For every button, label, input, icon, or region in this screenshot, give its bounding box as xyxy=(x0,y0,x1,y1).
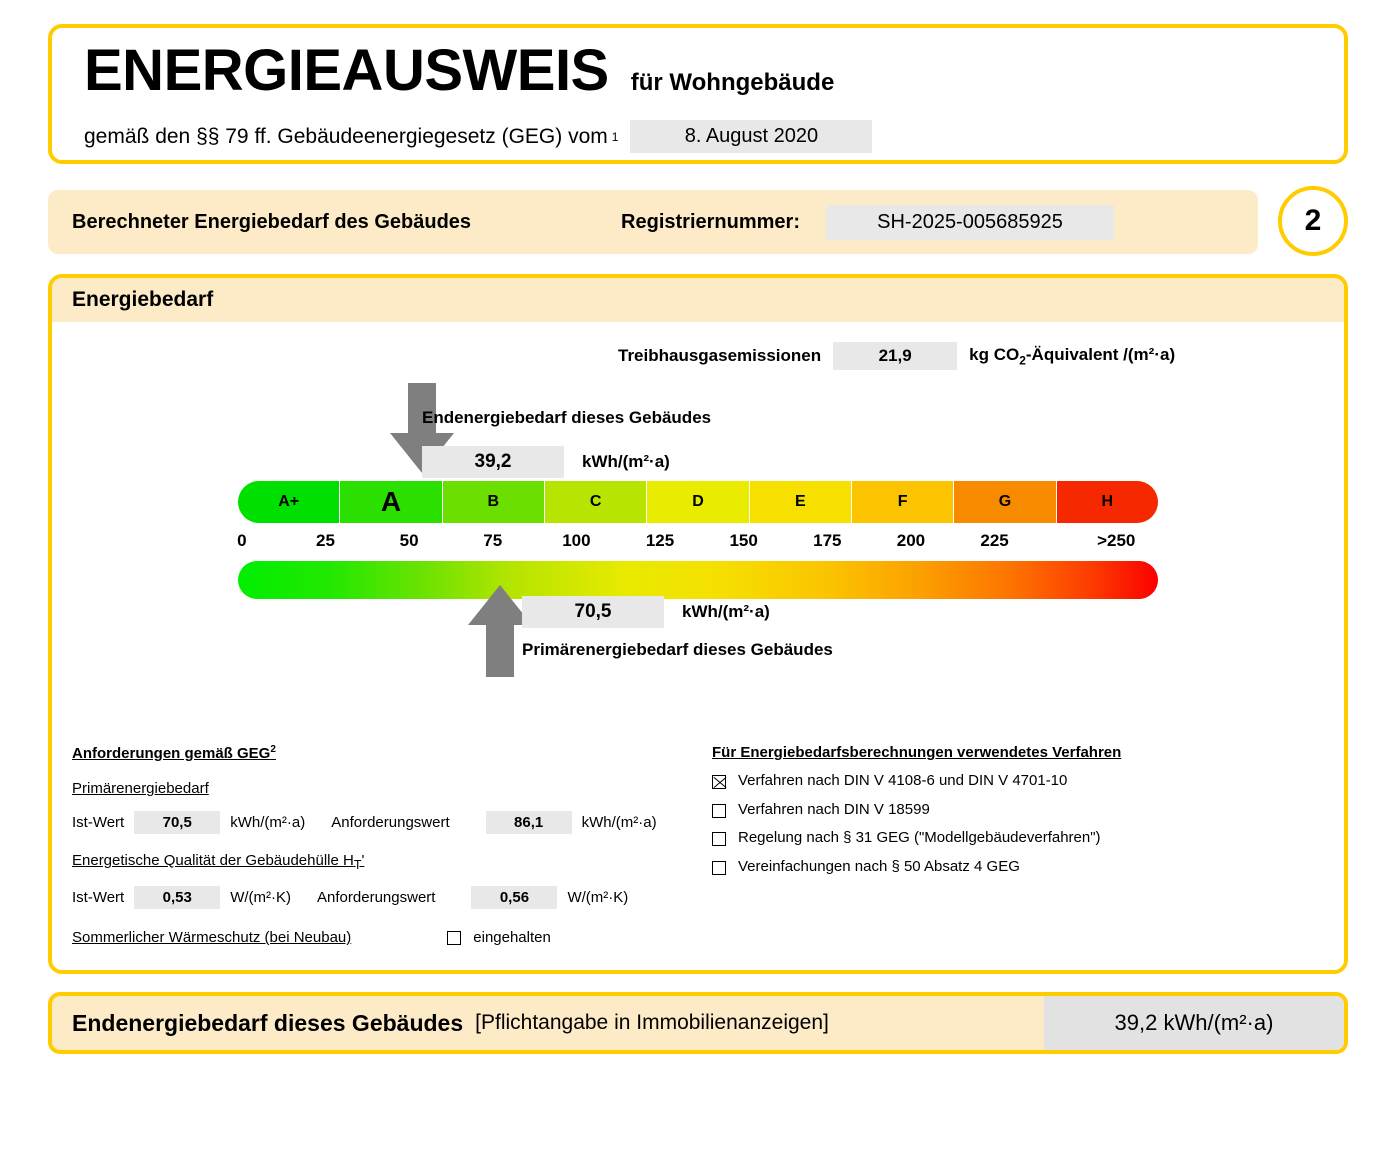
primary-energy-requirement-label: Primärenergiebedarf xyxy=(72,780,209,797)
requirements-title: Anforderungen gemäß GEG$^2$ xyxy=(72,744,276,762)
primary-anf-unit: kWh/(m²·a) xyxy=(581,814,657,831)
header-box xyxy=(48,24,1348,164)
legal-basis-row xyxy=(84,120,872,153)
anforderung-label: Anforderungswert xyxy=(331,814,450,831)
ghg-label: Treibhausgasemissionen xyxy=(618,346,822,365)
calculation-method-title: Für Energiebedarfsberechnungen verwendetes Verfahren xyxy=(712,744,1122,761)
calculated-demand-label: Berechneter Energiebedarf des Gebäudes xyxy=(72,210,472,233)
summer-heat-protection-checkbox[interactable] xyxy=(447,931,461,945)
scale-tick: 125 xyxy=(645,531,675,550)
page-title: ENERGIEAUSWEIS xyxy=(84,38,609,103)
scale-tick: 225 xyxy=(980,531,1009,550)
energy-demand-panel xyxy=(48,274,1348,974)
footer-value: 39,2 kWh/(m²·a) xyxy=(1044,996,1344,1050)
scale-ticks xyxy=(238,531,1158,551)
scale-tick: 150 xyxy=(729,531,758,550)
ghg-unit: kg $CO_2$-Äquivalent /(m²·a) xyxy=(969,344,1176,368)
scale-tick: 50 xyxy=(399,531,419,550)
energy-scale xyxy=(238,481,1158,599)
energy-certificate-page xyxy=(0,24,1396,1154)
panel-heading: Energiebedarf xyxy=(52,278,1344,322)
hull-ist-label: Ist-Wert xyxy=(72,889,125,906)
hull-quality-row xyxy=(72,886,712,909)
page-number-badge: 2 xyxy=(1278,186,1348,256)
scale-tick: >250 xyxy=(1097,531,1136,550)
method-option-paragraph-50[interactable] xyxy=(712,859,1272,876)
method-checkbox-paragraph-31[interactable] xyxy=(712,832,726,846)
ist-value-label: Ist-Wert xyxy=(72,814,125,831)
method-option-paragraph-31[interactable] xyxy=(712,830,1272,847)
hull-anf-label: Anforderungswert xyxy=(317,889,436,906)
footer-title: Endenergiebedarf dieses Gebäudes xyxy=(72,1009,464,1036)
scale-class-c: C xyxy=(545,481,647,523)
calculation-method-block xyxy=(712,744,1272,875)
footer-band xyxy=(48,992,1348,1054)
energy-class-bar xyxy=(238,481,1158,523)
primary-ist-value: 70,5 xyxy=(134,811,220,834)
final-energy-label: Endenergiebedarf dieses Gebäudes xyxy=(422,408,712,427)
scale-class-f: F xyxy=(852,481,954,523)
scale-tick: 175 xyxy=(813,531,842,550)
registration-band xyxy=(48,190,1348,254)
method-label-din-4108: Verfahren nach DIN V 4108-6 und DIN V 4701-10 xyxy=(738,772,1068,789)
energy-gradient-bar xyxy=(238,561,1158,599)
scale-tick: 100 xyxy=(562,531,591,550)
registration-band-inner xyxy=(48,190,1258,254)
ghg-value: 21,9 xyxy=(833,342,957,370)
hull-anf-value: 0,56 xyxy=(471,886,557,909)
title-row xyxy=(84,38,835,103)
scale-class-a: A xyxy=(340,481,442,523)
summer-heat-protection-label: Sommerlicher Wärmeschutz (bei Neubau) xyxy=(72,929,352,946)
registration-number-label: Registriernummer: xyxy=(621,210,800,233)
final-energy-value-row xyxy=(422,446,670,478)
requirements-block xyxy=(72,744,712,946)
scale-tick: 25 xyxy=(316,531,335,550)
method-option-din-4108[interactable] xyxy=(712,773,1272,790)
legal-basis-text: gemäß den §§ 79 ff. Gebäudeenergiegesetz (GEG) vom xyxy=(84,124,608,148)
scale-tick: 0 xyxy=(237,531,247,550)
scale-class-e: E xyxy=(750,481,852,523)
primary-energy-label: Primärenergiebedarf dieses Gebäudes xyxy=(522,640,833,659)
method-label-paragraph-31: Regelung nach § 31 GEG ("Modellgebäudeverfahren") xyxy=(738,829,1101,846)
primary-energy-value-row xyxy=(522,596,770,628)
primary-energy-value: 70,5 xyxy=(522,596,664,628)
method-checkbox-din-18599[interactable] xyxy=(712,804,726,818)
method-checkbox-din-4108[interactable] xyxy=(712,775,726,789)
page-subtitle: für Wohngebäude xyxy=(630,69,835,96)
law-date-field: 8. August 2020 xyxy=(630,120,872,153)
hull-ist-value: 0,53 xyxy=(134,886,220,909)
scale-class-b: B xyxy=(443,481,545,523)
method-label-din-18599: Verfahren nach DIN V 18599 xyxy=(738,800,930,818)
primary-ist-unit: kWh/(m²·a) xyxy=(230,814,306,831)
hull-anf-unit: W/(m²·K) xyxy=(567,889,629,906)
primary-energy-requirement-row xyxy=(72,811,712,834)
final-energy-value: 39,2 xyxy=(422,446,564,478)
method-label-paragraph-50: Vereinfachungen nach § 50 Absatz 4 GEG xyxy=(738,857,1020,875)
primary-anf-value: 86,1 xyxy=(486,811,572,834)
method-option-din-18599[interactable] xyxy=(712,802,1272,819)
method-checkbox-paragraph-50[interactable] xyxy=(712,861,726,875)
hull-quality-label: Energetische Qualität der Gebäudehülle $H_T'$ xyxy=(72,852,365,872)
primary-energy-unit: kWh/(m²·a) xyxy=(682,602,770,621)
scale-tick: 75 xyxy=(483,531,503,550)
scale-class-g: G xyxy=(954,481,1056,523)
registration-number-value: SH-2025-005685925 xyxy=(826,205,1114,240)
scale-class-d: D xyxy=(647,481,749,523)
summer-heat-protection-option: eingehalten xyxy=(473,929,551,946)
footnote-marker-1: 1 xyxy=(611,129,619,144)
summer-heat-protection-row xyxy=(72,929,712,946)
scale-class-a-plus: A+ xyxy=(238,481,340,523)
hull-ist-unit: W/(m²·K) xyxy=(230,889,292,906)
scale-tick: 200 xyxy=(896,531,926,550)
scale-class-h: H xyxy=(1057,481,1158,523)
final-energy-unit: kWh/(m²·a) xyxy=(582,452,670,471)
greenhouse-gas-row xyxy=(618,342,1175,370)
footer-note: [Pflichtangabe in Immobilienanzeigen] xyxy=(475,1011,829,1034)
